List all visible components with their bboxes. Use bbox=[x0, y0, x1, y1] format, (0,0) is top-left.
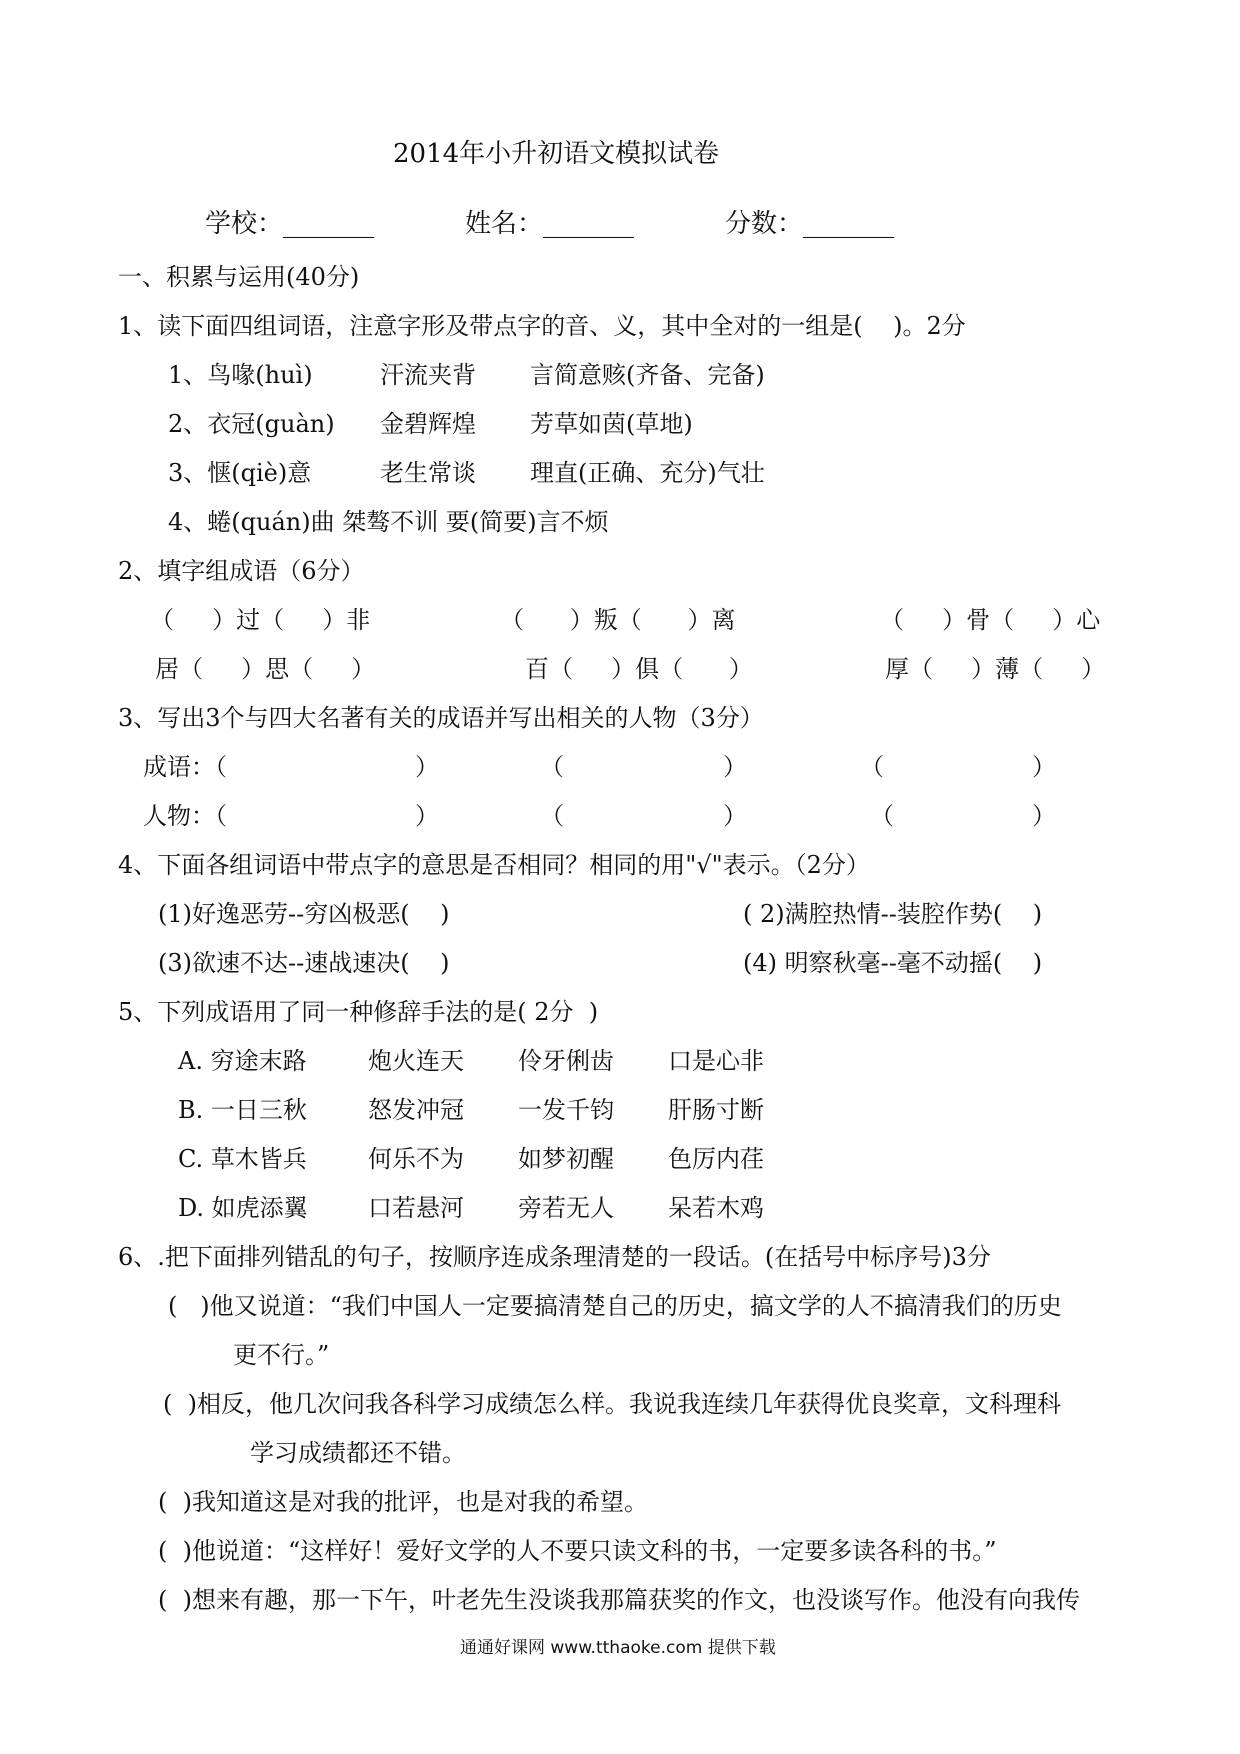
q4-item-4: (4) 明察秋毫--毫不动摇( ) bbox=[743, 949, 1043, 977]
page-title: 2014年小升初语文模拟试卷 bbox=[393, 139, 720, 169]
q6-line-1: ( )他又说道：“我们中国人一定要搞清楚自己的历史，搞文学的人不搞清我们的历史 bbox=[168, 1292, 1062, 1320]
score-field: 分数：_______ bbox=[725, 209, 895, 239]
q2-row2-c: 厚（ ）薄（ ） bbox=[885, 655, 1106, 683]
q3-person-close-3: ） bbox=[1032, 802, 1056, 830]
q5-option-b-1: B. 一日三秋 bbox=[178, 1096, 307, 1124]
q4-item-1: (1)好逸恶劳--穷凶极恶( ) bbox=[158, 900, 450, 928]
q2-row2-b: 百（ ）俱（ ） bbox=[525, 655, 753, 683]
question-2-stem: 2、填字组成语（6分） bbox=[118, 557, 365, 585]
q1-option-2-c: 芳草如茵(草地) bbox=[530, 410, 693, 438]
q1-option-1-b: 汗流夹背 bbox=[380, 361, 476, 389]
q6-line-4: ( )他说道：“这样好！爱好文学的人不要只读文科的书，一定要多读各科的书。” bbox=[158, 1537, 997, 1565]
question-5-stem: 5、下列成语用了同一种修辞手法的是( 2分 ) bbox=[118, 998, 599, 1026]
q5-option-a-1: A. 穷途末路 bbox=[178, 1047, 307, 1075]
q3-person-close-1: ） bbox=[415, 802, 439, 830]
footer-text: 通通好课网 www.tthaoke.com 提供下载 bbox=[460, 1638, 776, 1658]
q3-idiom-open-2: （ bbox=[540, 753, 564, 781]
q2-row2-a: 居（ ）思（ ） bbox=[155, 655, 376, 683]
q3-person-open-3: （ bbox=[870, 802, 894, 830]
q5-option-b-3: 一发千钧 bbox=[518, 1096, 614, 1124]
q6-line-3: ( )我知道这是对我的批评，也是对我的希望。 bbox=[158, 1488, 648, 1516]
q5-option-a-2: 炮火连天 bbox=[368, 1047, 464, 1075]
q5-option-c-1: C. 草木皆兵 bbox=[178, 1145, 307, 1173]
q5-option-d-3: 旁若无人 bbox=[518, 1194, 614, 1222]
question-6-stem: 6、.把下面排列错乱的句子，按顺序连成条理清楚的一段话。(在括号中标序号)3分 bbox=[118, 1243, 991, 1271]
q1-option-4: 4、蜷(quán)曲 桀骜不训 要(简要)言不烦 bbox=[168, 508, 609, 536]
q2-row1-c: （ ）骨（ ）心 bbox=[880, 606, 1101, 634]
q1-option-2-b: 金碧辉煌 bbox=[380, 410, 476, 438]
q1-option-2-a: 2、衣冠(guàn) bbox=[168, 410, 335, 438]
question-1-stem: 1、读下面四组词语，注意字形及带点字的音、义，其中全对的一组是( )。2分 bbox=[118, 312, 966, 340]
school-field: 学校：_______ bbox=[205, 209, 375, 239]
question-4-stem: 4、下面各组词语中带点字的意思是否相同？相同的用"√"表示。（2分） bbox=[118, 851, 870, 879]
q6-line-1-cont: 更不行。” bbox=[233, 1341, 330, 1369]
q3-idiom-open-3: （ bbox=[860, 753, 884, 781]
q1-option-3-b: 老生常谈 bbox=[380, 459, 476, 487]
q5-option-b-2: 怒发冲冠 bbox=[368, 1096, 464, 1124]
q6-line-2: ( )相反，他几次问我各科学习成绩怎么样。我说我连续几年获得优良奖章，文科理科 bbox=[163, 1390, 1061, 1418]
q5-option-c-2: 何乐不为 bbox=[368, 1145, 464, 1173]
q4-item-2: ( 2)满腔热情--装腔作势( ) bbox=[743, 900, 1043, 928]
q5-option-d-1: D. 如虎添翼 bbox=[178, 1194, 308, 1222]
q5-option-d-4: 呆若木鸡 bbox=[668, 1194, 764, 1222]
q1-option-3-a: 3、惬(qiè)意 bbox=[168, 459, 312, 487]
question-3-stem: 3、写出3个与四大名著有关的成语并写出相关的人物（3分） bbox=[118, 704, 764, 732]
q3-idiom-close-3: ） bbox=[1032, 753, 1056, 781]
q2-row1-b: （ ）叛（ ）离 bbox=[500, 606, 736, 634]
q6-line-5: ( )想来有趣，那一下午，叶老先生没谈我那篇获奖的作文，也没谈写作。他没有向我传 bbox=[158, 1586, 1080, 1614]
q1-option-1-a: 1、鸟喙(huì) bbox=[168, 361, 313, 389]
q5-option-a-4: 口是心非 bbox=[668, 1047, 764, 1075]
q5-option-c-3: 如梦初醒 bbox=[518, 1145, 614, 1173]
q3-person-close-2: ） bbox=[723, 802, 747, 830]
q5-option-b-4: 肝肠寸断 bbox=[668, 1096, 764, 1124]
q3-idiom-close-1: ） bbox=[415, 753, 439, 781]
q3-idiom-close-2: ） bbox=[723, 753, 747, 781]
section-heading: 一、积累与运用(40分) bbox=[118, 263, 360, 291]
q6-line-2-cont: 学习成绩都还不错。 bbox=[250, 1439, 466, 1467]
q5-option-a-3: 伶牙俐齿 bbox=[518, 1047, 614, 1075]
q3-person-label: 人物：（ bbox=[143, 802, 227, 830]
q5-option-d-2: 口若悬河 bbox=[368, 1194, 464, 1222]
name-field: 姓名：_______ bbox=[465, 209, 635, 239]
q1-option-1-c: 言简意赅(齐备、完备) bbox=[530, 361, 765, 389]
q1-option-3-c: 理直(正确、充分)气壮 bbox=[530, 459, 765, 487]
q3-idiom-label: 成语：（ bbox=[143, 753, 227, 781]
q2-row1-a: （ ）过（ ）非 bbox=[150, 606, 371, 634]
q3-person-open-2: （ bbox=[540, 802, 564, 830]
q4-item-3: (3)欲速不达--速战速决( ) bbox=[158, 949, 450, 977]
q5-option-c-4: 色厉内荏 bbox=[668, 1145, 764, 1173]
